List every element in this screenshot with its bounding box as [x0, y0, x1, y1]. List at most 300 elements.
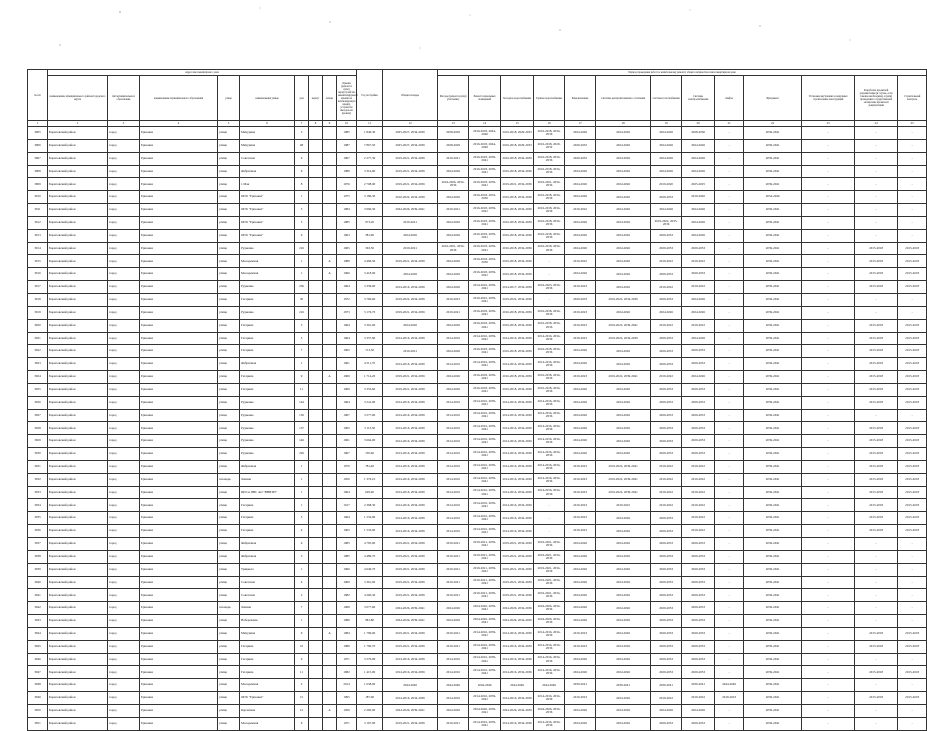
- cell-control-period: -: [898, 409, 927, 422]
- cell-district: Борисовский район: [48, 306, 108, 319]
- cell-settlement-type: город: [108, 627, 140, 640]
- cell-area: 3 277,90: [357, 409, 383, 422]
- cell-gas-period: 2029-2033: [651, 448, 682, 461]
- cell-street-name: Мичурина: [240, 627, 295, 640]
- cell-row-number: 3935: [28, 512, 48, 525]
- cell-cold-water-period: 2014-2016, 2034-2036: [501, 666, 534, 679]
- cell-facade-period: 2014-2016: [438, 653, 469, 666]
- cell-roof-period: 2025-2027, 2034-2036: [383, 127, 438, 140]
- cell-heating-period: 2024-2026: [596, 306, 651, 319]
- column-number: 14: [469, 121, 501, 127]
- cell-building: [309, 692, 323, 705]
- cell-settlement-type: город: [108, 319, 140, 332]
- cell-hot-water-period: 2016-2018, 2034-2036: [534, 165, 565, 178]
- cell-area: 3 361,00: [357, 319, 383, 332]
- cell-lifts-period: -: [715, 293, 744, 306]
- cell-street-type: улица: [218, 486, 240, 499]
- cell-facade-period: 2019-2021: [438, 306, 469, 319]
- cell-settlement-type: город: [108, 550, 140, 563]
- cell-cold-water-period: 2014-2016, 2034-2036: [501, 486, 534, 499]
- cell-control-period: -: [898, 615, 927, 628]
- cell-letter: [323, 666, 337, 679]
- cell-settlement-type: город: [108, 306, 140, 319]
- cell-street-name: Фабричная: [240, 358, 295, 371]
- cell-electric-period: 2024-2026: [682, 306, 715, 319]
- cell-meters-period: -: [802, 486, 855, 499]
- cell-row-number: 3950: [28, 704, 48, 717]
- cell-year: 1982: [337, 666, 357, 679]
- column-number: 13: [438, 121, 469, 127]
- cell-lifts-period: -: [715, 615, 744, 628]
- cell-year: 1967: [337, 409, 357, 422]
- column-number: 4: [140, 121, 218, 127]
- cell-settlement-name: Ершовка: [140, 371, 218, 384]
- cell-facade-period: 2019-2021: [438, 589, 469, 602]
- cell-sewerage-period: 2024-2026: [565, 717, 596, 730]
- cell-settlement-type: город: [108, 717, 140, 730]
- cell-electric-period: 2024-2026: [682, 229, 715, 242]
- cell-letter: [323, 409, 337, 422]
- cell-house: 2: [295, 679, 309, 692]
- cell-settlement-type: город: [108, 473, 140, 486]
- cell-heating-period: 2019-2022, 2034-2036: [596, 332, 651, 345]
- cell-street-name: Урицкого: [240, 563, 295, 576]
- cell-district: Борисовский район: [48, 640, 108, 653]
- cell-house: 1: [295, 460, 309, 473]
- cell-meters-period: -: [802, 550, 855, 563]
- cell-heating-period: 2024-2026: [596, 139, 651, 152]
- cell-design-period: 2015-2018: [855, 627, 898, 640]
- cell-design-period: -: [855, 550, 898, 563]
- cell-electric-period: 2029-2033: [682, 422, 715, 435]
- cell-gas-period: 2019-2022: [651, 255, 682, 268]
- cell-street-name: Гагарина: [240, 293, 295, 306]
- table-row: [28, 255, 927, 268]
- cell-row-number: 3917: [28, 281, 48, 294]
- cell-electric-period: 2024-2026: [682, 165, 715, 178]
- cell-roof-period: 2019-2021: [383, 242, 438, 255]
- cell-settlement-name: Ершовка: [140, 255, 218, 268]
- cell-year: 1984: [337, 204, 357, 217]
- cell-row-number: 3936: [28, 525, 48, 538]
- column-number: 17: [565, 121, 596, 127]
- cell-electric-period: 2024-2026: [682, 371, 715, 384]
- cell-facade-period: 2019-2021: [438, 576, 469, 589]
- cell-foundation-period: 2039-2041: [744, 627, 802, 640]
- cell-control-period: 2015-2018: [898, 627, 927, 640]
- cell-electric-period: 2029-2033: [682, 396, 715, 409]
- cell-street-name: Рудненко: [240, 281, 295, 294]
- cell-control-period: -: [898, 550, 927, 563]
- cell-street-name: Фабричная: [240, 550, 295, 563]
- cell-hot-water-period: 2014-2016, 2034-2036: [534, 332, 565, 345]
- cell-roof-period: 2019-2021, 2034-2036: [383, 589, 438, 602]
- cell-gas-period: 2029-2033: [651, 717, 682, 730]
- cell-sewerage-period: 2019-2023: [565, 692, 596, 705]
- cell-building: [309, 191, 323, 204]
- table-row: [28, 242, 927, 255]
- cell-meters-period: -: [802, 473, 855, 486]
- cell-area: 973,20: [357, 216, 383, 229]
- cell-gas-period: 2019-2022: [651, 281, 682, 294]
- cell-roof-period: 2019-2021, 2034-2036: [383, 383, 438, 396]
- cell-year: 1964: [337, 396, 357, 409]
- cell-meters-period: -: [802, 435, 855, 448]
- cell-control-period: 2015-2018: [898, 332, 927, 345]
- cell-settlement-name: Ершовка: [140, 538, 218, 551]
- cell-street-type: улица: [218, 319, 240, 332]
- cell-settlement-name: Ершовка: [140, 319, 218, 332]
- cell-district: Борисовский район: [48, 178, 108, 191]
- cell-year: 1917: [337, 499, 357, 512]
- cell-electric-period: 2024-2026: [682, 139, 715, 152]
- cell-electric-period: 2029-2033: [682, 653, 715, 666]
- column-number: 9: [323, 121, 337, 127]
- cell-year: 1965: [337, 422, 357, 435]
- table-row: [28, 281, 927, 294]
- cell-house: 137: [295, 422, 309, 435]
- cell-control-period: 2015-2018: [898, 255, 927, 268]
- cell-letter: [323, 692, 337, 705]
- cell-settlement-name: Ершовка: [140, 460, 218, 473]
- cell-year: 1985: [337, 550, 357, 563]
- cell-cold-water-period: 2024-2026, 2034-2036: [501, 602, 534, 615]
- cell-settlement-type: город: [108, 358, 140, 371]
- table-row: [28, 371, 927, 384]
- cell-letter: [323, 538, 337, 551]
- cell-heating-period: 2024-2026: [596, 563, 651, 576]
- cell-hot-water-period: 2024-2026, 2034-2036: [534, 615, 565, 628]
- cell-cold-water-period: 2016-2018, 2034-2036: [501, 204, 534, 217]
- header-electric: Системы электроснабжения: [682, 76, 715, 121]
- cell-building: [309, 486, 323, 499]
- cell-hot-water-period: -: [534, 255, 565, 268]
- cell-gas-period: 2029-2033: [651, 422, 682, 435]
- cell-heating-period: 2024-2026: [596, 268, 651, 281]
- header-design: Разработка проектной документации (в случае, если таковая необходима), и (или) проведение государственной экспертизы проектной документации: [855, 76, 898, 121]
- cell-street-name: Гагарина: [240, 383, 295, 396]
- cell-district: Борисовский район: [48, 204, 108, 217]
- cell-settlement-name: Ершовка: [140, 204, 218, 217]
- cell-control-period: 2015-2018: [898, 473, 927, 486]
- table-row: [28, 563, 927, 576]
- table-row: [28, 358, 927, 371]
- cell-letter: [323, 293, 337, 306]
- cell-basement-period: 2014-2016, 2039-2041: [469, 627, 501, 640]
- cell-electric-period: 2029-2033: [682, 345, 715, 358]
- cell-building: [309, 281, 323, 294]
- table-row: [28, 473, 927, 486]
- cell-street-name: Рудненко: [240, 435, 295, 448]
- cell-heating-period: 2024-2026: [596, 422, 651, 435]
- cell-settlement-type: город: [108, 679, 140, 692]
- cell-roof-period: 2019-2021, 2034-2036: [383, 538, 438, 551]
- cell-foundation-period: 2039-2041: [744, 576, 802, 589]
- cell-facade-period: 2019-2021: [438, 538, 469, 551]
- table-row: [28, 679, 927, 692]
- cell-street-type: улица: [218, 306, 240, 319]
- cell-letter: [323, 717, 337, 730]
- cell-facade-period: 2014-2016: [438, 396, 469, 409]
- cell-basement-period: 2014-2016, 2039-2041: [469, 640, 501, 653]
- cell-cold-water-period: 2019-2021, 2034-2036: [501, 576, 534, 589]
- cell-row-number: 3931: [28, 460, 48, 473]
- cell-sewerage-period: 2019-2023: [565, 371, 596, 384]
- cell-letter: [323, 165, 337, 178]
- cell-foundation-period: 2039-2041: [744, 550, 802, 563]
- cell-gas-period: 2019-2022: [651, 486, 682, 499]
- cell-foundation-period: 2039-2041: [744, 204, 802, 217]
- cell-roof-period: 2019-2021, 2034-2036: [383, 371, 438, 384]
- cell-meters-period: -: [802, 653, 855, 666]
- cell-area: 1 532,90: [357, 512, 383, 525]
- cell-sewerage-period: 2024-2026: [565, 435, 596, 448]
- cell-area: 2 368,30: [357, 499, 383, 512]
- cell-heating-period: 2024-2026: [596, 448, 651, 461]
- cell-sewerage-period: 2024-2026: [565, 615, 596, 628]
- cell-lifts-period: -: [715, 409, 744, 422]
- cell-facade-period: 2024-2026: [438, 383, 469, 396]
- cell-hot-water-period: 2024-2026, 2034-2036: [534, 602, 565, 615]
- cell-street-type: улица: [218, 460, 240, 473]
- cell-lifts-period: -: [715, 460, 744, 473]
- cell-district: Борисовский район: [48, 627, 108, 640]
- cell-building: [309, 422, 323, 435]
- cell-row-number: 3921: [28, 332, 48, 345]
- cell-roof-period: 2019-2021: [383, 345, 438, 358]
- cell-foundation-period: 2039-2041: [744, 345, 802, 358]
- cell-letter: [323, 332, 337, 345]
- cell-heating-period: 2024-2026: [596, 602, 651, 615]
- cell-electric-period: 2024-2026: [682, 216, 715, 229]
- cell-roof-period: 2019-2021, 2034-2036: [383, 255, 438, 268]
- cell-district: Борисовский район: [48, 396, 108, 409]
- cell-control-period: 2015-2018: [898, 345, 927, 358]
- cell-area: 381,90: [357, 229, 383, 242]
- cell-control-period: 2015-2018: [898, 486, 927, 499]
- cell-settlement-name: Ершовка: [140, 229, 218, 242]
- cell-settlement-type: город: [108, 615, 140, 628]
- cell-lifts-period: -: [715, 602, 744, 615]
- cell-sewerage-period: 2019-2023: [565, 306, 596, 319]
- cell-gas-period: 2024-2026: [651, 204, 682, 217]
- cell-cold-water-period: 2019-2022, 2034-2036: [501, 293, 534, 306]
- cell-sewerage-period: 2024-2026: [565, 576, 596, 589]
- cell-control-period: -: [898, 306, 927, 319]
- cell-heating-period: 2024-2026: [596, 165, 651, 178]
- cell-settlement-type: город: [108, 216, 140, 229]
- cell-street-type: улица: [218, 512, 240, 525]
- cell-heating-period: 2024-2026: [596, 525, 651, 538]
- cell-building: [309, 640, 323, 653]
- cell-lifts-period: -: [715, 127, 744, 140]
- cell-meters-period: -: [802, 422, 855, 435]
- cell-control-period: -: [898, 538, 927, 551]
- cell-street-type: улица: [218, 653, 240, 666]
- cell-house: 6: [295, 538, 309, 551]
- cell-row-number: 3910: [28, 191, 48, 204]
- cell-hot-water-period: 2016-2018, 2034-2036: [534, 383, 565, 396]
- cell-settlement-type: город: [108, 602, 140, 615]
- cell-settlement-name: Ершовка: [140, 473, 218, 486]
- cell-heating-period: 2024-2026: [596, 512, 651, 525]
- cell-sewerage-period: 2019-2022: [565, 255, 596, 268]
- cell-letter: [323, 306, 337, 319]
- cell-row-number: 3920: [28, 319, 48, 332]
- cell-gas-period: 2029-2033: [651, 615, 682, 628]
- cell-letter: [323, 473, 337, 486]
- cell-settlement-type: город: [108, 692, 140, 705]
- cell-sewerage-period: 2024-2026: [565, 383, 596, 396]
- header-house: дом: [295, 76, 309, 121]
- cell-building: [309, 293, 323, 306]
- cell-district: Борисовский район: [48, 191, 108, 204]
- cell-design-period: -: [855, 653, 898, 666]
- cell-hot-water-period: 2014-2016, 2034-2036: [534, 448, 565, 461]
- cell-year: 1956: [337, 473, 357, 486]
- cell-district: Борисовский район: [48, 525, 108, 538]
- cell-street-name: Гагарина: [240, 332, 295, 345]
- cell-street-name: Рудненко: [240, 409, 295, 422]
- cell-electric-period: 2029-2033: [682, 268, 715, 281]
- cell-district: Борисовский район: [48, 383, 108, 396]
- cell-settlement-type: город: [108, 229, 140, 242]
- cell-design-period: 2015-2018: [855, 242, 898, 255]
- cell-roof-period: 2024-2026: [383, 319, 438, 332]
- cell-design-period: -: [855, 563, 898, 576]
- cell-street-name: Гагарина: [240, 371, 295, 384]
- cell-foundation-period: 2039-2041: [744, 525, 802, 538]
- cell-sewerage-period: 2024-2026: [565, 550, 596, 563]
- cell-facade-period: 2014-2016: [438, 448, 469, 461]
- cell-electric-period: 2019-2022: [682, 525, 715, 538]
- cell-building: [309, 127, 323, 140]
- cell-street-name: Гагарина: [240, 640, 295, 653]
- cell-foundation-period: 2039-2041: [744, 679, 802, 692]
- cell-facade-period: 2024-2026: [438, 602, 469, 615]
- cell-settlement-type: город: [108, 139, 140, 152]
- cell-year: 1965: [337, 525, 357, 538]
- cell-letter: [323, 679, 337, 692]
- cell-basement-period: 2016-2018, 2039-2041: [469, 319, 501, 332]
- cell-basement-period: 2016-2018, 2039-2041: [469, 383, 501, 396]
- cell-facade-period: 2024-2026: [438, 268, 469, 281]
- cell-hot-water-period: 2016-2018, 2034-2036: [534, 306, 565, 319]
- cell-settlement-name: Ершовка: [140, 653, 218, 666]
- cell-street-type: улица: [218, 255, 240, 268]
- cell-design-period: 2015-2018: [855, 499, 898, 512]
- cell-facade-period: 2024-2026: [438, 229, 469, 242]
- column-number: 21: [715, 121, 744, 127]
- cell-roof-period: 2019-2021, 2034-2036: [383, 178, 438, 191]
- table-row: [28, 127, 927, 140]
- cell-basement-period: 2014-2016, 2039-2041: [469, 460, 501, 473]
- cell-facade-period: 2024-2026: [438, 371, 469, 384]
- cell-house: 1: [295, 615, 309, 628]
- cell-building: [309, 139, 323, 152]
- cell-district: Борисовский район: [48, 576, 108, 589]
- cell-sewerage-period: 2019-2023: [565, 627, 596, 640]
- cell-building: [309, 255, 323, 268]
- cell-hot-water-period: 2016-2018, 2034-2036: [534, 371, 565, 384]
- cell-basement-period: 2016-2018, 2039-2041: [469, 268, 501, 281]
- cell-row-number: 3906: [28, 139, 48, 152]
- cell-foundation-period: 2039-2041: [744, 666, 802, 679]
- cell-year: 1964: [337, 281, 357, 294]
- cell-hot-water-period: 2014-2016, 2034-2036: [534, 666, 565, 679]
- cell-street-type: улица: [218, 692, 240, 705]
- cell-lifts-period: -: [715, 396, 744, 409]
- cell-building: [309, 538, 323, 551]
- cell-street-type: улица: [218, 409, 240, 422]
- cell-basement-period: 2014-2016, 2039-2041: [469, 422, 501, 435]
- cell-cold-water-period: 2024-2026, 2034-2036: [501, 704, 534, 717]
- cell-settlement-name: Ершовка: [140, 422, 218, 435]
- cell-area: 363,50: [357, 242, 383, 255]
- cell-cold-water-period: 2014-2016, 2034-2036: [501, 627, 534, 640]
- table-row: [28, 499, 927, 512]
- cell-heating-period: 2024-2026: [596, 692, 651, 705]
- cell-roof-period: 2024-2026, 2039-2041: [383, 704, 438, 717]
- cell-basement-period: 2016-2018, 2039-2041: [469, 152, 501, 165]
- cell-row-number: 3949: [28, 692, 48, 705]
- cell-cold-water-period: 2019-2021, 2034-2036: [501, 550, 534, 563]
- cell-basement-period: 2014-2016, 2039-2041: [469, 448, 501, 461]
- cell-street-type: улица: [218, 525, 240, 538]
- cell-year: 1970: [337, 460, 357, 473]
- cell-row-number: 3940: [28, 576, 48, 589]
- cell-year: 1966: [337, 268, 357, 281]
- cell-settlement-name: Ершовка: [140, 717, 218, 730]
- cell-settlement-name: Ершовка: [140, 550, 218, 563]
- cell-street-type: улица: [218, 563, 240, 576]
- table-row: [28, 191, 927, 204]
- cell-settlement-name: Ершовка: [140, 409, 218, 422]
- cell-meters-period: -: [802, 371, 855, 384]
- cell-meters-period: -: [802, 602, 855, 615]
- cell-roof-period: 2019-2021, 2034-2036: [383, 627, 438, 640]
- cell-year: 1964: [337, 486, 357, 499]
- cell-district: Борисовский район: [48, 281, 108, 294]
- cell-lifts-period: -: [715, 512, 744, 525]
- cell-roof-period: 2014-2016, 2034-2036: [383, 473, 438, 486]
- cell-cold-water-period: 2014-2016, 2034-2036: [501, 525, 534, 538]
- table-row: [28, 396, 927, 409]
- cell-letter: А: [323, 268, 337, 281]
- cell-hot-water-period: 2019-2021, 2034-2036: [534, 563, 565, 576]
- cell-letter: [323, 383, 337, 396]
- cell-gas-period: 2029-2033: [651, 563, 682, 576]
- cell-house: 1: [295, 473, 309, 486]
- cell-row-number: 3914: [28, 242, 48, 255]
- cell-meters-period: -: [802, 460, 855, 473]
- cell-facade-period: 2014-2016: [438, 512, 469, 525]
- cell-row-number: 3948: [28, 679, 48, 692]
- cell-basement-period: 2014-2016, 2039-2041: [469, 409, 501, 422]
- cell-control-period: -: [898, 293, 927, 306]
- cell-sewerage-period: 2024-2026: [565, 396, 596, 409]
- cell-settlement-name: Ершовка: [140, 704, 218, 717]
- cell-year: 1989: [337, 165, 357, 178]
- cell-year: 1985: [337, 127, 357, 140]
- cell-area: 3 906,30: [357, 204, 383, 217]
- cell-heating-period: 2024-2026: [596, 191, 651, 204]
- cell-district: Борисовский район: [48, 293, 108, 306]
- cell-cold-water-period: 2014-2016, 2034-2036: [501, 460, 534, 473]
- cell-gas-period: 2024-2026: [651, 139, 682, 152]
- cell-building: [309, 306, 323, 319]
- cell-foundation-period: 2039-2041: [744, 589, 802, 602]
